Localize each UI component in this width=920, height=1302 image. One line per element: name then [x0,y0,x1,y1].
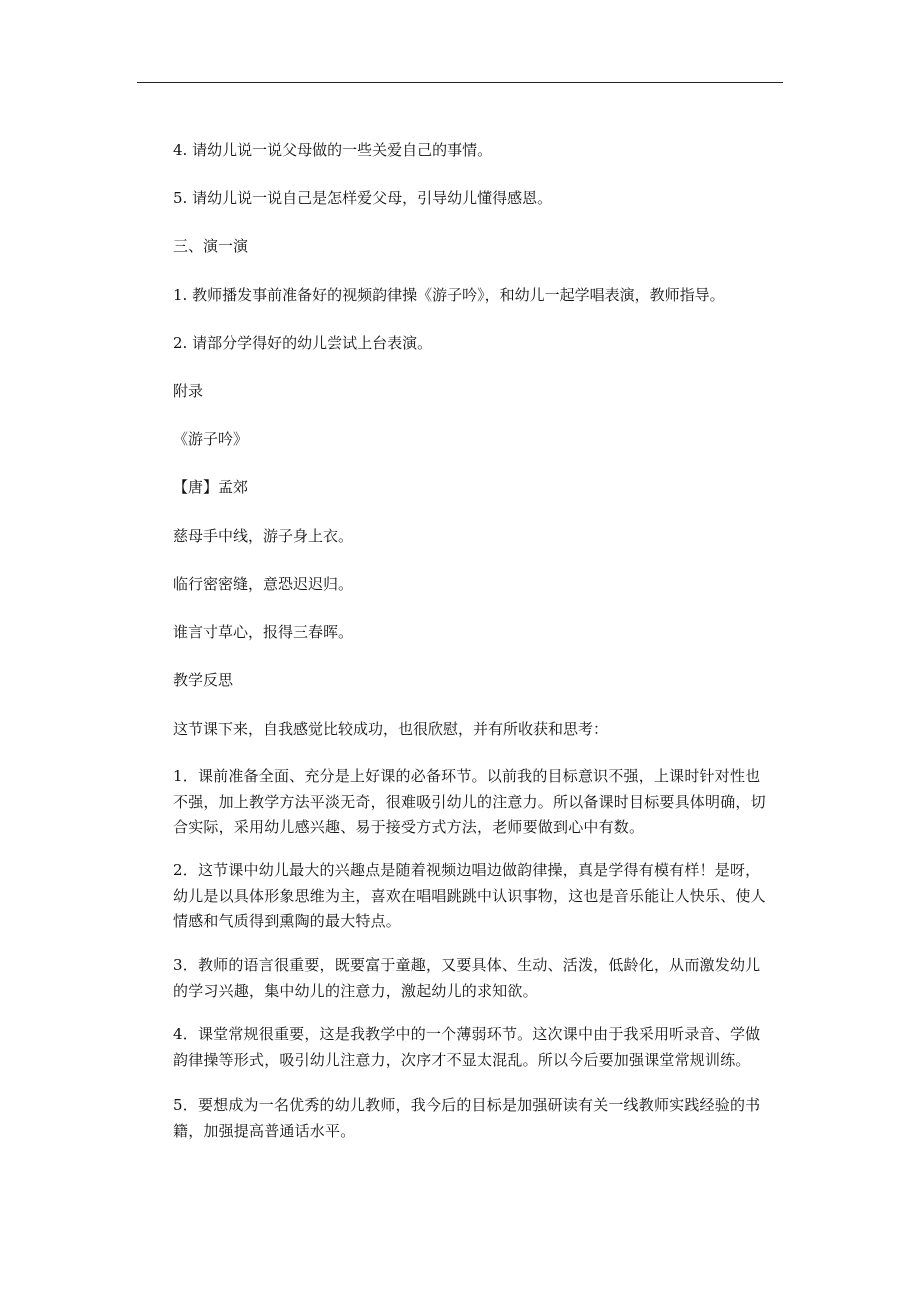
reflection-point-5: 5．要想成为一名优秀的幼儿教师，我今后的目标是加强研读有关一线教师实践经验的书籍，加强提高普通话水平。 [173,1096,761,1140]
poem-line-2: 临行密密缝，意恐迟迟归。 [173,575,354,593]
reflection-point-3: 3．教师的语言很重要，既要富于童趣，又要具体、生动、活泼，低龄化，从而激发幼儿的学习兴趣，集中幼儿的注意力，激起幼儿的求知欲。 [173,956,761,1000]
section-three-item-1: 1. 教师播发事前准备好的视频韵律操《游子吟》，和幼儿一起学唱表演，教师指导。 [173,286,725,304]
poem-title: 《游子吟》 [173,430,249,448]
reflection-point-1: 1．课前准备全面、充分是上好课的必备环节。以前我的目标意识不强，上课时针对性也不强，加上教学方法平淡无奇，很难吸引幼儿的注意力。所以备课时目标要具体明确，切合实际，采用幼儿感兴趣、易于接受方式方法，老师要做到心中有数。 [173,767,766,836]
reflection-point-4: 4．课堂常规很重要，这是我教学中的一个薄弱环节。这次课中由于我采用听录音、学做韵律操等形式，吸引幼儿注意力，次序才不显太混乱。所以今后要加强课堂常规训练。 [173,1025,761,1069]
section-three-item-2: 2. 请部分学得好的幼儿尝试上台表演。 [173,334,433,352]
appendix-heading: 附录 [173,382,204,400]
reflection-point-2: 2．这节课中幼儿最大的兴趣点是随着视频边唱边做韵律操，真是学得有模有样！是呀，幼儿是以具体形象思维为主，喜欢在唱唱跳跳中认识事物，这也是音乐能让人快乐、使人情感和气质得到熏陶的最大特点。 [173,861,766,930]
item-4-parents-care: 4. 请幼儿说一说父母做的一些关爱自己的事情。 [173,141,493,159]
reflection-intro: 这节课下来，自我感觉比较成功，也很欣慰，并有所收获和思考： [173,720,609,738]
reflection-heading: 教学反思 [173,671,234,689]
section-three-heading: 三、演一演 [173,237,249,255]
poem-author: 【唐】孟郊 [173,478,249,496]
header-rule [137,82,783,83]
poem-line-3: 谁言寸草心，报得三春晖。 [173,623,354,641]
item-5-gratitude: 5. 请幼儿说一说自己是怎样爱父母，引导幼儿懂得感恩。 [173,189,553,207]
poem-line-1: 慈母手中线，游子身上衣。 [173,527,354,545]
